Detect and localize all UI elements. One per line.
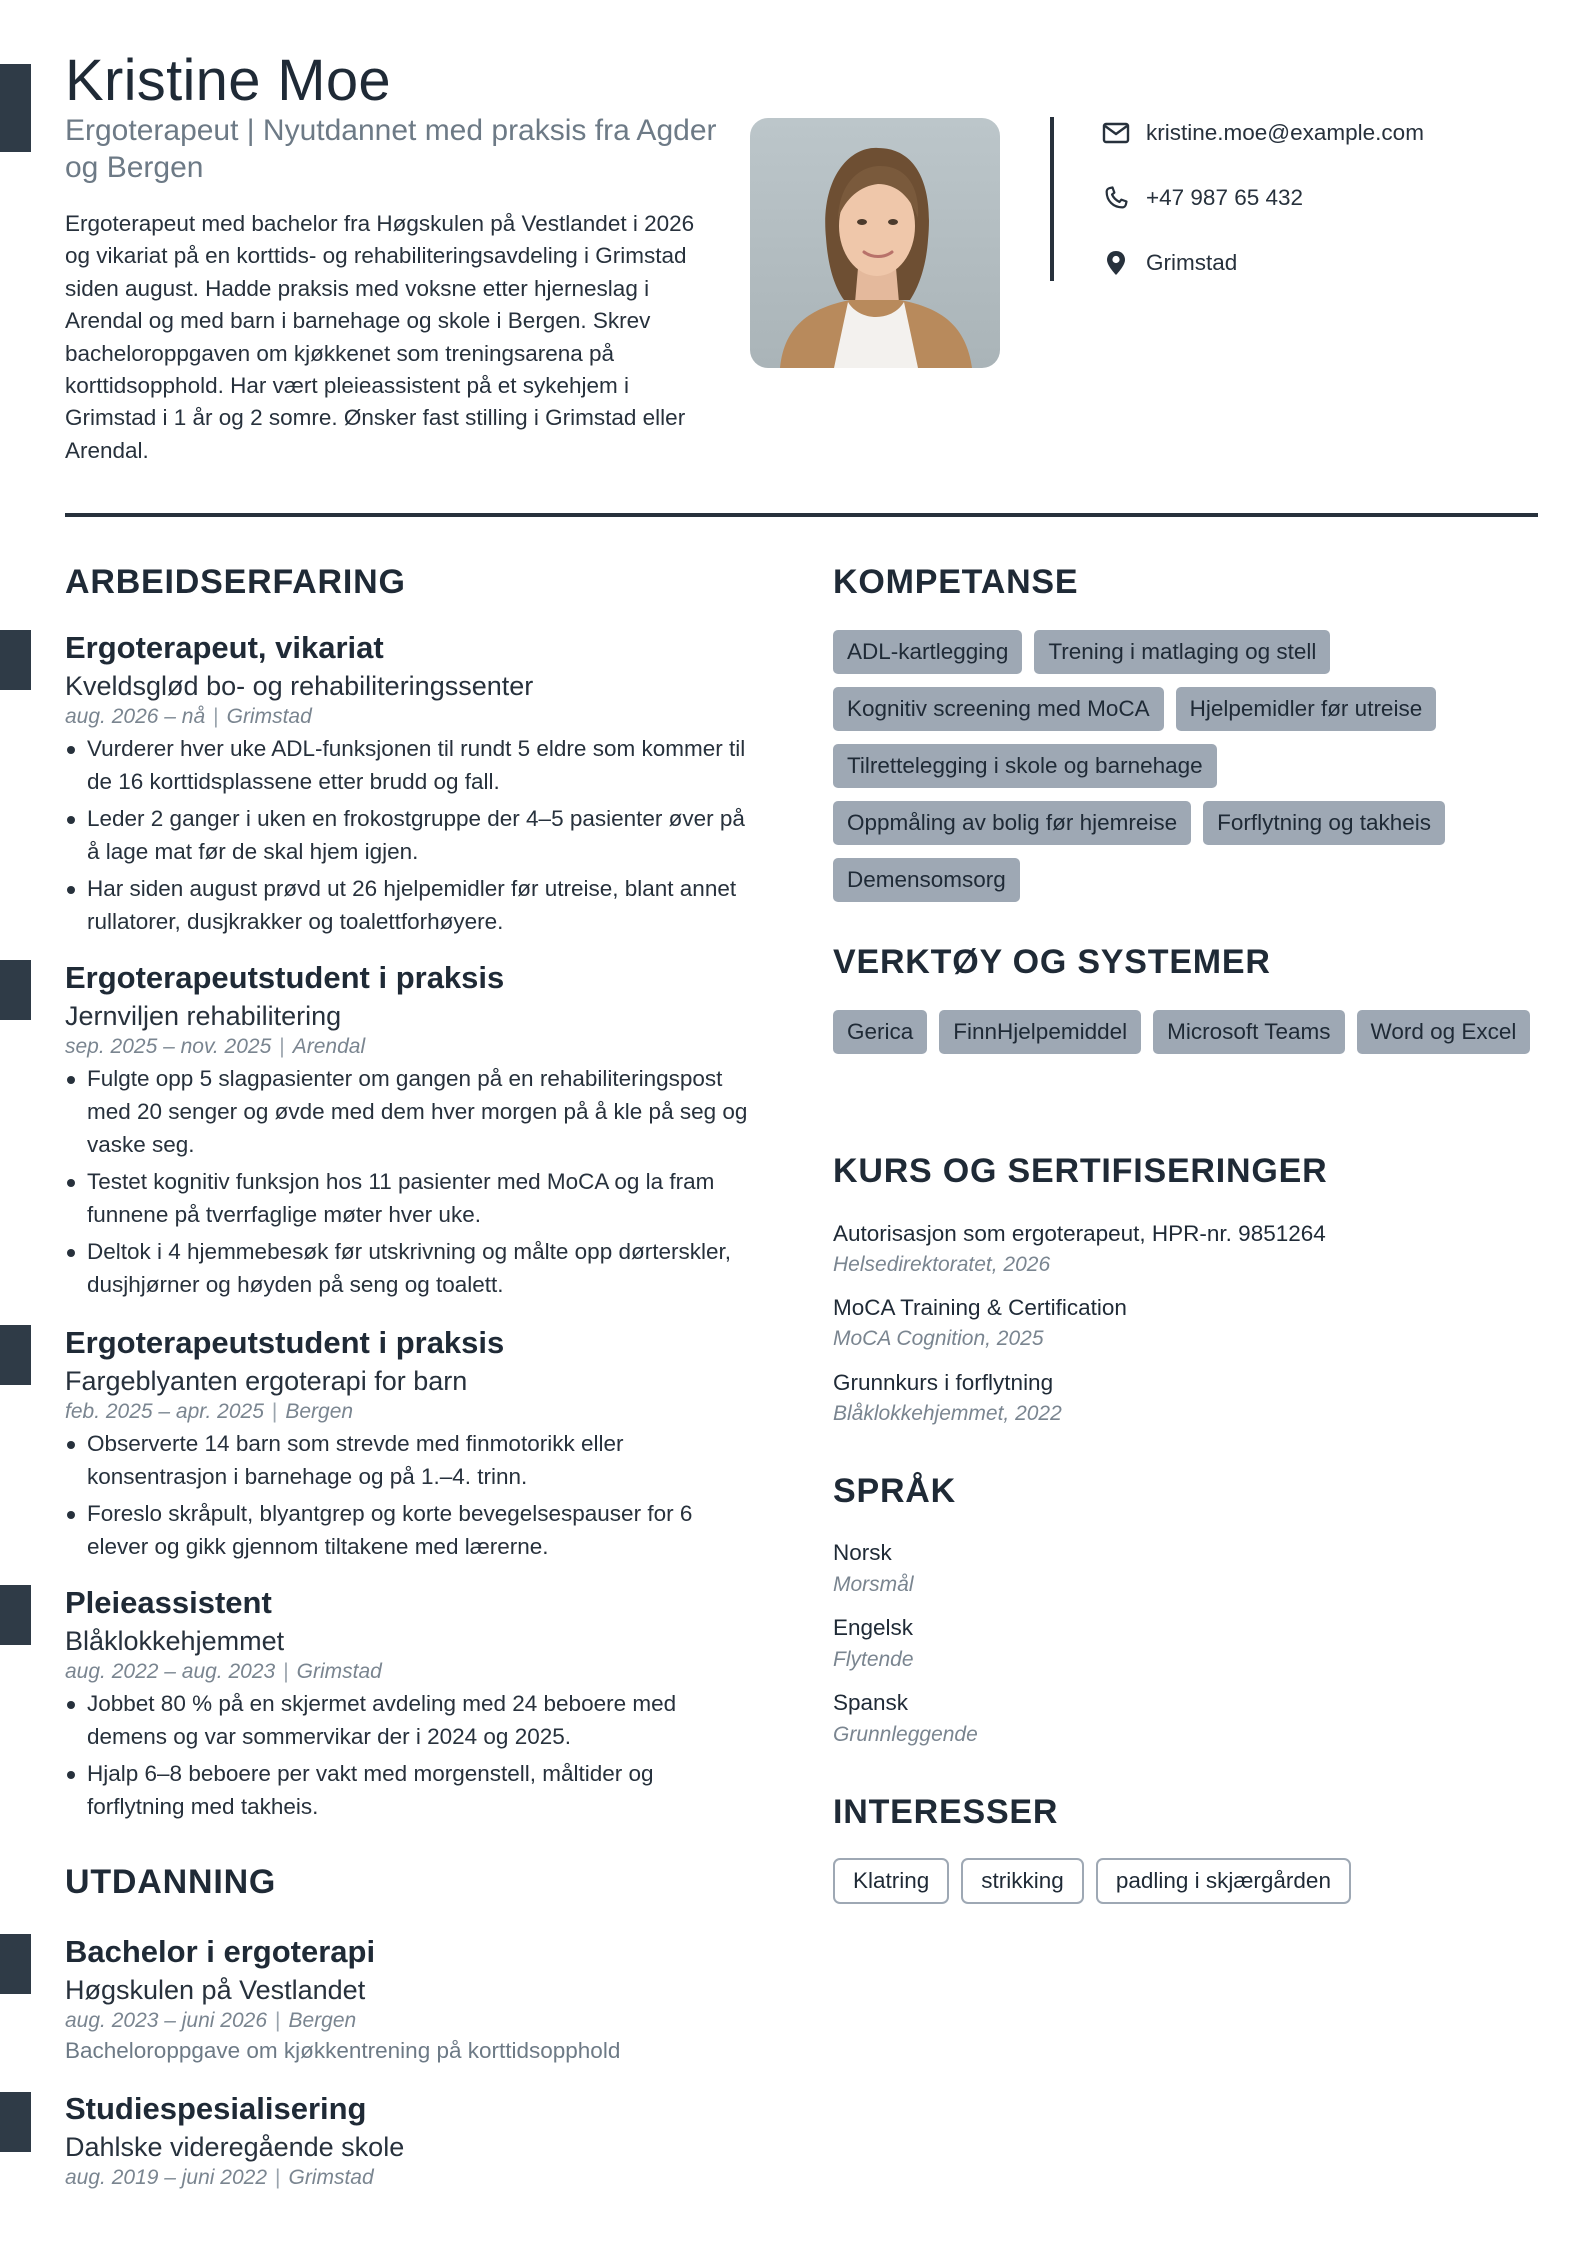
accent-bar-header (0, 64, 31, 152)
contact-phone[interactable] (1100, 178, 1303, 218)
job-dates: sep. 2025 – nov. 2025 (65, 1035, 272, 1058)
accent-bar-job-4 (0, 1585, 31, 1645)
bullet-item: Hjalp 6–8 beboere per vakt med morgenstell, måltider og forflytning med takheis. (65, 1757, 750, 1823)
bullet-item: Deltok i 4 hjemmebesøk før utskrivning og målte opp dørterskler, dusjhjørner og høyden på seng og toalett. (65, 1235, 750, 1301)
skills-list (833, 630, 1533, 902)
job-place: Bergen (285, 1400, 354, 1423)
interest-chip: strikking (961, 1858, 1084, 1904)
job-title: Pleieassistent (65, 1585, 272, 1620)
job-dates: feb. 2025 – apr. 2025 (65, 1400, 264, 1423)
section-title-courses: KURS OG SERTIFISERINGER (833, 1152, 1328, 1190)
job-dates: aug. 2026 – nå (65, 705, 206, 728)
job-bullets (65, 732, 750, 942)
bullet-item: Fulgte opp 5 slagpasienter om gangen på en rehabiliteringspost med 20 senger og øvde med dem hver morgen på å kle på seg og vaske seg. (65, 1062, 750, 1161)
meta-separator: | (283, 1660, 289, 1683)
bullet-item: Vurderer hver uke ADL-funksjonen til rundt 5 eldre som kommer til de 16 korttidsplassene etter brudd og fall. (65, 732, 750, 798)
tool-chip: Word og Excel (1357, 1010, 1531, 1054)
education-meta (65, 2165, 374, 2191)
course-issuer: MoCA Cognition, 2025 (833, 1327, 1044, 1350)
job-employer: Jernviljen rehabilitering (65, 1001, 342, 1031)
portrait-illustration (750, 118, 1000, 368)
section-title-experience: ARBEIDSERFARING (65, 563, 406, 601)
section-title-tools: VERKTØY OG SYSTEMER (833, 943, 1271, 981)
education-place: Bergen (288, 2009, 357, 2032)
contact-email-text: kristine.moe@example.com (1146, 120, 1424, 145)
interest-chip: Klatring (833, 1858, 949, 1904)
section-title-skills: KOMPETANSE (833, 563, 1079, 601)
education-dates: aug. 2019 – juni 2022 (65, 2166, 268, 2189)
education-meta (65, 2008, 356, 2034)
language-name: Engelsk (833, 1615, 914, 1640)
skill-chip: ADL-kartlegging (833, 630, 1022, 674)
job-bullets (65, 1427, 750, 1567)
mail-icon (1100, 117, 1132, 149)
job-employer: Blåklokkehjemmet (65, 1626, 285, 1656)
job-meta (65, 1659, 382, 1685)
contact-phone-text: +47 987 65 432 (1146, 185, 1304, 210)
job-place: Grimstad (226, 705, 312, 728)
skill-chip: Tilrettelegging i skole og barnehage (833, 744, 1217, 788)
skill-chip: Demensomsorg (833, 858, 1020, 902)
course-title: Autorisasjon som ergoterapeut, HPR-nr. 9851264 (833, 1221, 1326, 1246)
bullet-item: Jobbet 80 % på en skjermet avdeling med 24 beboere med demens og var sommervikar der i 2024 og 2025. (65, 1687, 750, 1753)
skill-chip: Oppmåling av bolig før hjemreise (833, 801, 1191, 845)
job-meta (65, 1399, 353, 1425)
tool-chip: FinnHjelpemiddel (939, 1010, 1141, 1054)
job-bullets (65, 1062, 750, 1305)
section-title-education: UTDANNING (65, 1863, 277, 1901)
map-pin-icon (1100, 247, 1132, 279)
school-name: Dahlske videregående skole (65, 2132, 405, 2162)
tool-chip: Microsoft Teams (1153, 1010, 1344, 1054)
language-level: Morsmål (833, 1573, 914, 1596)
candidate-headline: Ergoterapeut | Nyutdannet med praksis fra Agder og Bergen (65, 114, 717, 184)
job-place: Grimstad (296, 1660, 382, 1683)
contact-email[interactable] (1100, 113, 1424, 153)
skill-chip: Hjelpemidler før utreise (1176, 687, 1437, 731)
job-meta (65, 1034, 365, 1060)
meta-separator: | (279, 1035, 285, 1058)
contact-location-text: Grimstad (1146, 250, 1238, 275)
meta-separator: | (213, 705, 219, 728)
accent-bar-edu-2 (0, 2092, 31, 2152)
accent-bar-job-1 (0, 630, 31, 690)
job-employer: Fargeblyanten ergoterapi for barn (65, 1366, 468, 1396)
tools-list (833, 1010, 1533, 1054)
bullet-item: Foreslo skråpult, blyantgrep og korte bevegelsespauser for 6 elever og gikk gjennom tiltakene med lærerne. (65, 1497, 750, 1563)
profile-photo (750, 118, 1000, 368)
course-title: Grunnkurs i forflytning (833, 1370, 1054, 1395)
candidate-name: Kristine Moe (65, 48, 391, 113)
job-bullets (65, 1687, 750, 1827)
section-title-interests: INTERESSER (833, 1793, 1059, 1831)
accent-bar-edu-1 (0, 1934, 31, 1994)
job-meta (65, 704, 312, 730)
contact-divider (1050, 117, 1054, 281)
section-title-languages: SPRÅK (833, 1472, 957, 1510)
job-place: Arendal (292, 1035, 366, 1058)
job-title: Ergoterapeutstudent i praksis (65, 960, 505, 995)
language-level: Flytende (833, 1648, 914, 1671)
job-dates: aug. 2022 – aug. 2023 (65, 1660, 276, 1683)
course-issuer: Blåklokkehjemmet, 2022 (833, 1402, 1062, 1425)
bullet-item: Har siden august prøvd ut 26 hjelpemidler før utreise, blant annet rullatorer, dusjkrakker og toalettforhøyere. (65, 872, 750, 938)
meta-separator: | (275, 2166, 281, 2189)
education-dates: aug. 2023 – juni 2026 (65, 2009, 268, 2032)
course-issuer: Helsedirektoratet, 2026 (833, 1253, 1051, 1276)
accent-bar-job-2 (0, 960, 31, 1020)
tool-chip: Gerica (833, 1010, 927, 1054)
interests-list (833, 1858, 1533, 1904)
contact-location (1100, 243, 1237, 283)
language-name: Norsk (833, 1540, 892, 1565)
bullet-item: Leder 2 ganger i uken en frokostgruppe der 4–5 pasienter øver på å lage mat før de skal hjem igjen. (65, 802, 750, 868)
job-title: Ergoterapeutstudent i praksis (65, 1325, 505, 1360)
course-title: MoCA Training & Certification (833, 1295, 1127, 1320)
interest-chip: padling i skjærgården (1096, 1858, 1351, 1904)
phone-icon (1100, 182, 1132, 214)
skill-chip: Trening i matlaging og stell (1034, 630, 1330, 674)
skill-chip: Kognitiv screening med MoCA (833, 687, 1164, 731)
education-note: Bacheloroppgave om kjøkkentrening på korttidsopphold (65, 2038, 621, 2063)
degree-title: Bachelor i ergoterapi (65, 1934, 376, 1969)
job-employer: Kveldsglød bo- og rehabiliteringssenter (65, 671, 534, 701)
degree-title: Studiespesialisering (65, 2091, 367, 2126)
education-place: Grimstad (288, 2166, 374, 2189)
meta-separator: | (275, 2009, 281, 2032)
meta-separator: | (271, 1400, 278, 1423)
header-divider (65, 513, 1538, 517)
skill-chip: Forflytning og takheis (1203, 801, 1445, 845)
bullet-item: Observerte 14 barn som strevde med finmotorikk eller konsentrasjon i barnehage og på 1.–4. trinn. (65, 1427, 750, 1493)
school-name: Høgskulen på Vestlandet (65, 1975, 366, 2005)
accent-bar-job-3 (0, 1325, 31, 1385)
job-title: Ergoterapeut, vikariat (65, 630, 384, 665)
language-name: Spansk (833, 1690, 909, 1715)
language-level: Grunnleggende (833, 1723, 978, 1746)
profile-summary: Ergoterapeut med bachelor fra Høgskulen på Vestlandet i 2026 og vikariat på en korttids- og rehabiliteringsavdeling i Grimstad siden august. Hadde praksis med voksne etter hjerneslag i Arendal og med barn i barnehage og skole i Bergen. Skrev bacheloroppgaven om kjøkkenet som treningsarena på korttidsopphold. Har vært pleieassistent på et sykehjem i Grimstad i 1 år og 2 somre. Ønsker fast stilling i Grimstad eller Arendal. (65, 211, 695, 463)
bullet-item: Testet kognitiv funksjon hos 11 pasienter med MoCA og la fram funnene på tverrfaglige møter hver uke. (65, 1165, 750, 1231)
